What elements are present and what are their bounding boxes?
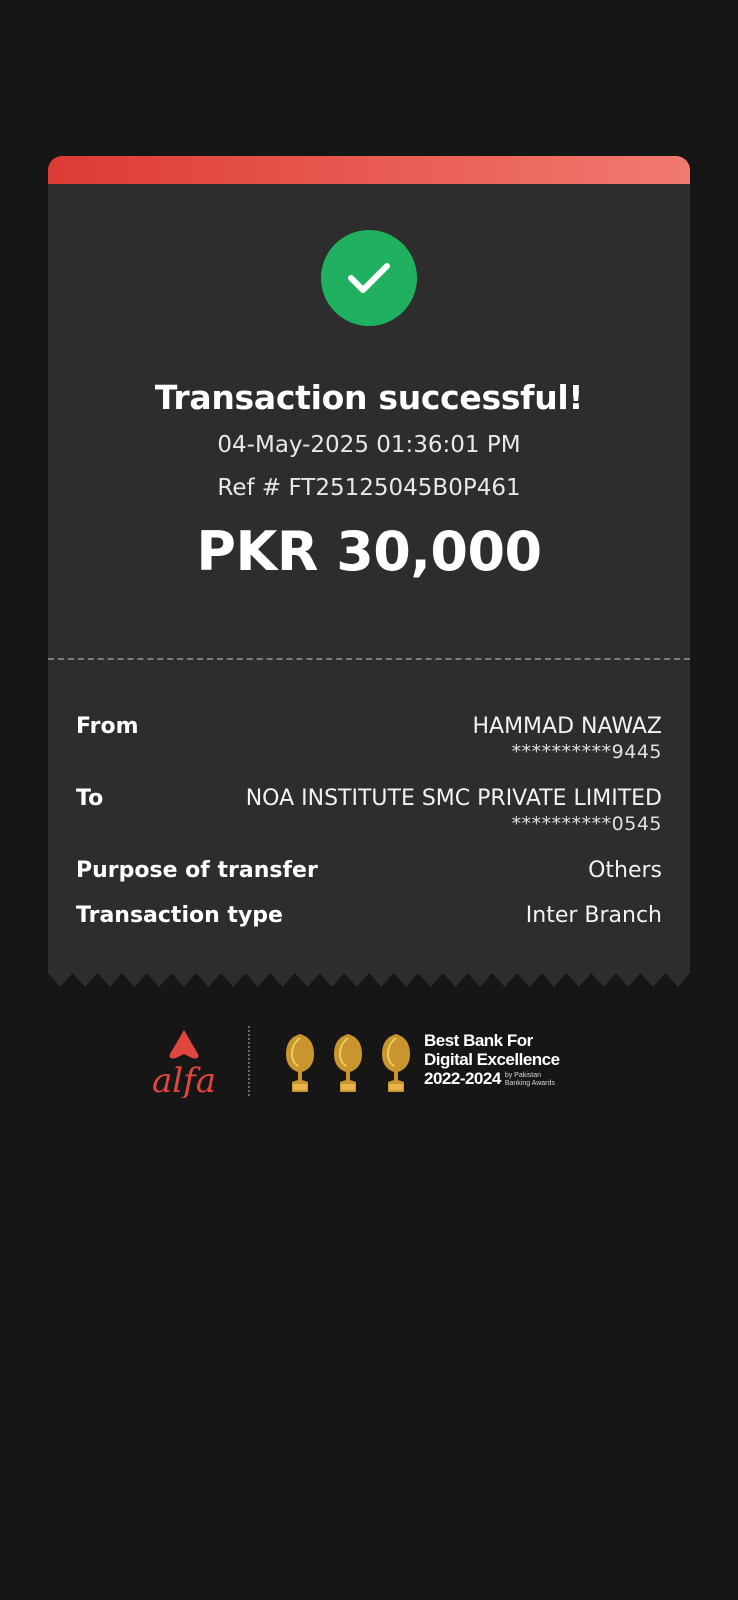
detail-row-type xyxy=(76,903,662,928)
dashed-divider xyxy=(48,658,690,660)
award-by xyxy=(505,1072,555,1088)
sender-name: HAMMAD NAWAZ xyxy=(472,714,662,739)
award-by-line1: by Pakistan xyxy=(504,1072,541,1079)
transaction-amount: PKR 30,000 xyxy=(196,520,542,583)
detail-label: Transaction type xyxy=(76,903,283,928)
alfa-wordmark: alfa xyxy=(152,1061,216,1098)
alfa-logo xyxy=(148,1026,220,1102)
transaction-reference: Ref # FT25125045B0P461 xyxy=(217,475,521,501)
detail-label: From xyxy=(76,714,139,739)
award-line2: Digital Excellence xyxy=(424,1050,560,1069)
success-check-icon xyxy=(321,230,417,326)
sender-account: **********9445 xyxy=(511,741,662,763)
receipt-zigzag-edge xyxy=(48,973,690,989)
footer-branding xyxy=(148,1022,568,1100)
receipt-header-bar xyxy=(48,156,690,184)
detail-label: To xyxy=(76,786,104,811)
transaction-receipt xyxy=(48,156,690,989)
detail-value xyxy=(246,786,662,835)
trophy-icons xyxy=(278,1028,418,1100)
transaction-datetime: 04-May-2025 01:36:01 PM xyxy=(217,432,521,458)
detail-row-to xyxy=(76,786,662,835)
detail-label: Purpose of transfer xyxy=(76,858,318,883)
award-line1: Best Bank For xyxy=(424,1031,533,1050)
detail-value xyxy=(472,714,662,763)
detail-value: Inter Branch xyxy=(525,903,662,928)
detail-row-purpose xyxy=(76,858,662,883)
award-text xyxy=(424,1031,560,1088)
award-by-line2: Banking Awards xyxy=(504,1080,555,1087)
receipt-body xyxy=(48,184,690,974)
recipient-account: **********0545 xyxy=(511,813,662,835)
award-years: 2022-2024 xyxy=(424,1069,501,1088)
detail-row-from xyxy=(76,714,662,763)
award-years-line xyxy=(424,1069,560,1088)
footer-separator xyxy=(248,1026,250,1096)
status-title: Transaction successful! xyxy=(154,378,584,417)
trophy-icon xyxy=(286,1034,314,1092)
detail-value: Others xyxy=(588,858,662,883)
recipient-name: NOA INSTITUTE SMC PRIVATE LIMITED xyxy=(245,786,662,811)
